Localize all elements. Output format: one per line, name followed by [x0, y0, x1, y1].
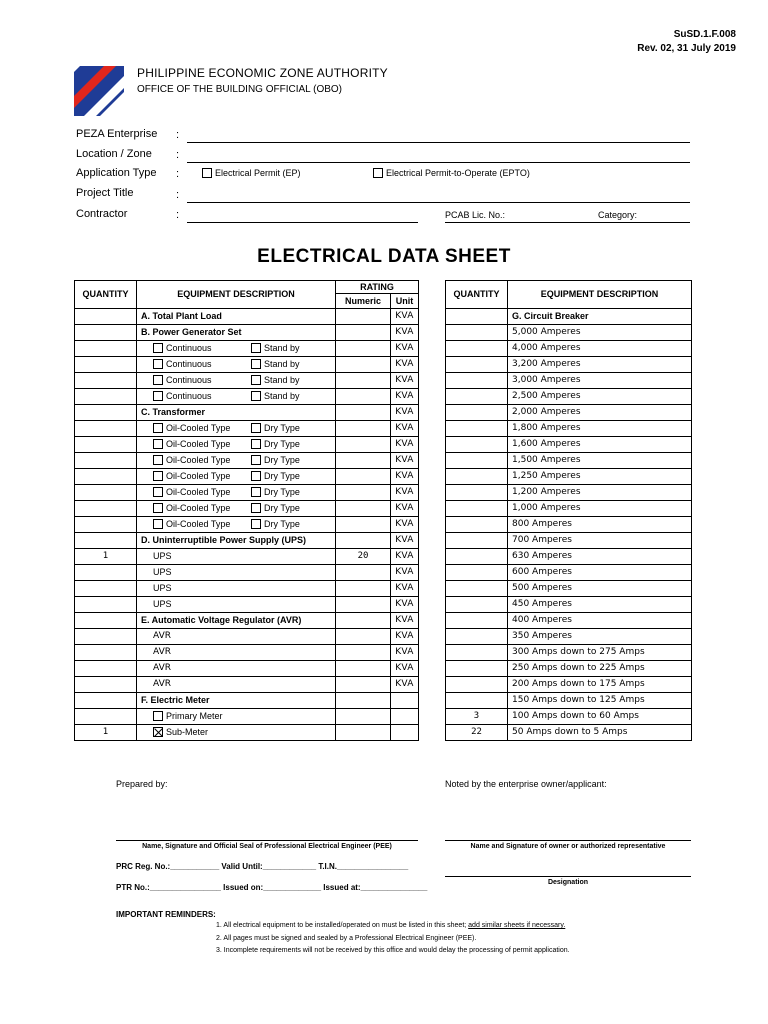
breaker-rating: 3,000 Amperes — [508, 373, 692, 389]
unit-cell: KVA — [391, 565, 419, 581]
table-row — [446, 581, 692, 597]
qty-cell[interactable] — [75, 581, 137, 597]
breaker-rating: 630 Amperes — [508, 549, 692, 565]
table-row — [446, 405, 692, 421]
breaker-rating: 200 Amps down to 175 Amps — [508, 677, 692, 693]
qty-cell[interactable] — [75, 325, 137, 341]
qty-cell[interactable] — [75, 645, 137, 661]
table-row — [446, 597, 692, 613]
table-row — [75, 661, 419, 677]
epto-checkbox[interactable] — [373, 168, 383, 178]
table-row — [75, 597, 419, 613]
numeric-cell[interactable] — [336, 389, 391, 405]
pee-caption: Name, Signature and Official Seal of Professional Electrical Engineer (PEE) — [142, 843, 392, 850]
table-row — [75, 485, 419, 501]
numeric-cell[interactable] — [336, 645, 391, 661]
breaker-qty-cell[interactable] — [446, 389, 508, 405]
breaker-rating: 50 Amps down to 5 Amps — [508, 725, 692, 741]
unit-cell: KVA — [391, 453, 419, 469]
dry-type-checkbox[interactable] — [251, 519, 261, 529]
sub-meter-checkbox[interactable] — [153, 727, 163, 737]
table-row — [446, 517, 692, 533]
qty-cell[interactable] — [75, 565, 137, 581]
breaker-rating: 1,500 Amperes — [508, 453, 692, 469]
generator-options: Continuous Stand by — [137, 357, 336, 373]
breaker-rating: 250 Amps down to 225 Amps — [508, 661, 692, 677]
numeric-cell[interactable] — [336, 565, 391, 581]
table-row — [75, 437, 419, 453]
generator-options: Continuous Stand by — [137, 373, 336, 389]
breaker-qty-cell[interactable]: 22 — [446, 725, 508, 741]
continuous-checkbox[interactable] — [153, 359, 163, 369]
transformer-options: Oil-Cooled Type Dry Type — [137, 437, 336, 453]
breaker-qty-cell[interactable] — [446, 693, 508, 709]
table-row — [446, 501, 692, 517]
qty-cell[interactable] — [75, 357, 137, 373]
breaker-qty-cell[interactable] — [446, 437, 508, 453]
rating-header: RATING — [336, 281, 419, 294]
numeric-cell[interactable] — [336, 485, 391, 501]
reminder-1-emphasis: add similar sheets if necessary. — [468, 922, 566, 929]
numeric-cell[interactable] — [336, 469, 391, 485]
standby-checkbox[interactable] — [251, 343, 261, 353]
unit-cell: KVA — [391, 373, 419, 389]
ups-item: UPS — [137, 581, 336, 597]
table-row — [75, 709, 419, 725]
unit-cell: KVA — [391, 645, 419, 661]
section-g-label: G. Circuit Breaker — [508, 309, 692, 325]
table-row — [446, 437, 692, 453]
colon: : — [176, 168, 180, 180]
breaker-rating: 150 Amps down to 125 Amps — [508, 693, 692, 709]
equipment-table — [74, 280, 419, 741]
avr-item: AVR — [137, 677, 336, 693]
table-row — [446, 533, 692, 549]
transformer-options: Oil-Cooled Type Dry Type — [137, 453, 336, 469]
breaker-rating: 500 Amperes — [508, 581, 692, 597]
table-row — [75, 613, 419, 629]
table-row — [446, 389, 692, 405]
location-field[interactable] — [187, 162, 690, 163]
table-row — [75, 725, 419, 741]
avr-item: AVR — [137, 645, 336, 661]
dry-type-checkbox[interactable] — [251, 471, 261, 481]
designation-line[interactable] — [445, 876, 691, 877]
unit-cell — [391, 725, 419, 741]
oil-cooled-checkbox[interactable] — [153, 471, 163, 481]
dry-type-checkbox[interactable] — [251, 503, 261, 513]
dry-type-checkbox[interactable] — [251, 487, 261, 497]
breaker-rating: 400 Amperes — [508, 613, 692, 629]
table-row — [75, 517, 419, 533]
document-id — [637, 28, 736, 56]
table-row — [75, 421, 419, 437]
qty-cell[interactable] — [75, 501, 137, 517]
table-row — [446, 357, 692, 373]
continuous-checkbox[interactable] — [153, 375, 163, 385]
table-row — [446, 677, 692, 693]
breaker-rating: 2,000 Amperes — [508, 405, 692, 421]
breaker-qty-cell[interactable] — [446, 565, 508, 581]
table-row — [75, 469, 419, 485]
standby-checkbox[interactable] — [251, 359, 261, 369]
contractor-field[interactable] — [187, 222, 418, 223]
transformer-options: Oil-Cooled Type Dry Type — [137, 485, 336, 501]
ups-item: UPS — [137, 549, 336, 565]
enterprise-field[interactable] — [187, 142, 690, 143]
breaker-qty-cell[interactable] — [446, 629, 508, 645]
qty-cell[interactable] — [75, 373, 137, 389]
table-row — [75, 357, 419, 373]
desc-header: EQUIPMENT DESCRIPTION — [137, 281, 336, 309]
breaker-qty-cell[interactable] — [446, 661, 508, 677]
breaker-rating: 3,200 Amperes — [508, 357, 692, 373]
table-row — [75, 565, 419, 581]
qty-cell[interactable] — [75, 421, 137, 437]
table-row — [75, 693, 419, 709]
breaker-qty-cell[interactable] — [446, 421, 508, 437]
breaker-qty-cell[interactable] — [446, 581, 508, 597]
unit-cell: KVA — [391, 677, 419, 693]
breaker-rating: 1,000 Amperes — [508, 501, 692, 517]
breaker-qty-cell[interactable] — [446, 645, 508, 661]
table-row — [446, 485, 692, 501]
unit-cell: KVA — [391, 485, 419, 501]
unit-cell: KVA — [391, 501, 419, 517]
prc-line[interactable]: PRC Reg. No.:___________ Valid Until:____________ T.I.N.________________ — [116, 862, 409, 871]
breaker-qty-cell[interactable] — [446, 613, 508, 629]
breaker-rating: 700 Amperes — [508, 533, 692, 549]
ups-item: UPS — [137, 565, 336, 581]
table-row — [75, 373, 419, 389]
breaker-rating: 600 Amperes — [508, 565, 692, 581]
table-row — [75, 453, 419, 469]
breaker-qty-cell[interactable] — [446, 517, 508, 533]
reminders-title: IMPORTANT REMINDERS: — [116, 910, 216, 919]
breaker-rating: 450 Amperes — [508, 597, 692, 613]
breaker-qty-cell[interactable] — [446, 485, 508, 501]
table-row — [446, 645, 692, 661]
sheet-title: ELECTRICAL DATA SHEET — [257, 246, 511, 267]
reminder-3: 3. Incomplete requirements will not be received by this office and would delay the processing of permit application. — [216, 947, 570, 954]
project-title-label: Project Title — [76, 187, 134, 199]
transformer-options: Oil-Cooled Type Dry Type — [137, 421, 336, 437]
unit-cell: KVA — [391, 389, 419, 405]
unit-cell: KVA — [391, 517, 419, 533]
unit-cell — [391, 709, 419, 725]
unit-cell: KVA — [391, 533, 419, 549]
peza-logo — [74, 66, 124, 116]
standby-checkbox[interactable] — [251, 391, 261, 401]
breaker-rating: 1,600 Amperes — [508, 437, 692, 453]
numeric-header: Numeric — [336, 294, 391, 309]
qty-cell[interactable]: 1 — [75, 549, 137, 565]
section-c-label: C. Transformer — [137, 405, 336, 421]
table-row — [446, 453, 692, 469]
unit-cell: KVA — [391, 629, 419, 645]
designation-caption: Designation — [547, 879, 589, 886]
unit-cell: KVA — [391, 421, 419, 437]
unit-cell: KVA — [391, 549, 419, 565]
oil-cooled-checkbox[interactable] — [153, 423, 163, 433]
numeric-cell[interactable] — [336, 341, 391, 357]
qty-cell[interactable] — [75, 341, 137, 357]
table-row — [75, 405, 419, 421]
sub-meter-option: Sub-Meter — [137, 725, 336, 741]
breaker-rating: 1,250 Amperes — [508, 469, 692, 485]
transformer-options: Oil-Cooled Type Dry Type — [137, 469, 336, 485]
numeric-cell[interactable] — [336, 709, 391, 725]
table-row — [75, 581, 419, 597]
revision: Rev. 02, 31 July 2019 — [637, 43, 736, 54]
qty-cell[interactable] — [75, 597, 137, 613]
qty-cell[interactable] — [75, 437, 137, 453]
breaker-qty-cell[interactable] — [446, 453, 508, 469]
table-row — [75, 389, 419, 405]
category-label: Category: — [598, 210, 638, 220]
numeric-cell[interactable]: 20 — [336, 549, 391, 565]
qty-cell[interactable] — [75, 693, 137, 709]
ep-option[interactable]: Electrical Permit (EP) — [202, 168, 301, 179]
oil-cooled-checkbox[interactable] — [153, 455, 163, 465]
breaker-rating: 5,000 Amperes — [508, 325, 692, 341]
numeric-cell[interactable] — [336, 405, 391, 421]
numeric-cell[interactable] — [336, 533, 391, 549]
enterprise-label: PEZA Enterprise — [76, 128, 158, 140]
table-row — [75, 325, 419, 341]
unit-cell: KVA — [391, 309, 419, 325]
dry-type-checkbox[interactable] — [251, 455, 261, 465]
qty-cell[interactable] — [75, 309, 137, 325]
noted-by-label: Noted by the enterprise owner/applicant: — [445, 779, 607, 789]
unit-cell — [391, 693, 419, 709]
numeric-cell[interactable] — [336, 421, 391, 437]
unit-cell: KVA — [391, 597, 419, 613]
numeric-cell[interactable] — [336, 309, 391, 325]
unit-header: Unit — [391, 294, 419, 309]
colon: : — [176, 149, 180, 161]
ptr-line[interactable]: PTR No.:________________ Issued on:_____________ Issued at:_______________ — [116, 883, 428, 892]
table-row — [75, 645, 419, 661]
qty-cell[interactable] — [75, 629, 137, 645]
oil-cooled-checkbox[interactable] — [153, 439, 163, 449]
unit-cell: KVA — [391, 325, 419, 341]
breaker-qty-cell[interactable] — [446, 597, 508, 613]
table-row — [446, 325, 692, 341]
oil-cooled-checkbox[interactable] — [153, 519, 163, 529]
location-label: Location / Zone — [76, 148, 152, 160]
numeric-cell[interactable] — [336, 597, 391, 613]
numeric-cell[interactable] — [336, 693, 391, 709]
breaker-rating: 300 Amps down to 275 Amps — [508, 645, 692, 661]
breaker-rating: 2,500 Amperes — [508, 389, 692, 405]
qty-cell[interactable] — [75, 485, 137, 501]
unit-cell: KVA — [391, 405, 419, 421]
dry-type-checkbox[interactable] — [251, 423, 261, 433]
numeric-cell[interactable] — [336, 613, 391, 629]
qty-cell[interactable] — [75, 533, 137, 549]
breaker-qty-cell[interactable]: 3 — [446, 709, 508, 725]
qty-cell[interactable] — [75, 613, 137, 629]
breaker-qty-cell[interactable] — [446, 325, 508, 341]
numeric-cell[interactable] — [336, 501, 391, 517]
breaker-qty-cell[interactable] — [446, 357, 508, 373]
breaker-qty-cell[interactable] — [446, 501, 508, 517]
table-row — [446, 421, 692, 437]
ep-checkbox[interactable] — [202, 168, 212, 178]
section-f-label: F. Electric Meter — [137, 693, 336, 709]
breaker-qty-cell[interactable] — [446, 533, 508, 549]
breaker-rating: 1,200 Amperes — [508, 485, 692, 501]
avr-item: AVR — [137, 629, 336, 645]
qty-cell[interactable] — [446, 309, 508, 325]
section-d-label: D. Uninterruptible Power Supply (UPS) — [137, 533, 336, 549]
oil-cooled-checkbox[interactable] — [153, 503, 163, 513]
table-row — [446, 661, 692, 677]
qty-header: QUANTITY — [446, 281, 508, 309]
table-row — [446, 469, 692, 485]
qty-header: QUANTITY — [75, 281, 137, 309]
qty-cell[interactable] — [75, 677, 137, 693]
ups-item: UPS — [137, 597, 336, 613]
table-row — [446, 565, 692, 581]
colon: : — [176, 189, 180, 201]
transformer-options: Oil-Cooled Type Dry Type — [137, 517, 336, 533]
numeric-cell[interactable] — [336, 325, 391, 341]
reminder-1: 1. All electrical equipment to be installed/operated on must be listed in this sheet; add similar sheets if necessary. — [216, 922, 566, 929]
owner-caption: Name and Signature of owner or authorized representative — [470, 843, 666, 850]
unit-cell: KVA — [391, 613, 419, 629]
numeric-cell[interactable] — [336, 661, 391, 677]
standby-checkbox[interactable] — [251, 375, 261, 385]
oil-cooled-checkbox[interactable] — [153, 487, 163, 497]
form-code: SuSD.1.F.008 — [673, 29, 736, 40]
avr-item: AVR — [137, 661, 336, 677]
numeric-cell[interactable] — [336, 629, 391, 645]
circuit-breaker-table — [445, 280, 692, 741]
breaker-qty-cell[interactable] — [446, 373, 508, 389]
primary-meter-option: Primary Meter — [137, 709, 336, 725]
unit-cell: KVA — [391, 581, 419, 597]
table-row — [446, 341, 692, 357]
owner-signature-line[interactable] — [445, 840, 691, 841]
numeric-cell[interactable] — [336, 677, 391, 693]
unit-cell: KVA — [391, 341, 419, 357]
numeric-cell[interactable] — [336, 357, 391, 373]
section-a-label: A. Total Plant Load — [137, 309, 336, 325]
unit-cell: KVA — [391, 437, 419, 453]
unit-cell: KVA — [391, 469, 419, 485]
table-row — [75, 549, 419, 565]
qty-cell[interactable] — [75, 709, 137, 725]
breaker-rating: 1,800 Amperes — [508, 421, 692, 437]
continuous-checkbox[interactable] — [153, 391, 163, 401]
office-name: OFFICE OF THE BUILDING OFFICIAL (OBO) — [137, 84, 343, 95]
numeric-cell[interactable] — [336, 725, 391, 741]
qty-cell[interactable] — [75, 405, 137, 421]
qty-cell[interactable] — [75, 661, 137, 677]
numeric-cell[interactable] — [336, 581, 391, 597]
numeric-cell[interactable] — [336, 517, 391, 533]
table-row — [75, 677, 419, 693]
table-row — [446, 629, 692, 645]
table-row — [75, 341, 419, 357]
generator-options: Continuous Stand by — [137, 341, 336, 357]
table-row — [446, 549, 692, 565]
continuous-checkbox[interactable] — [153, 343, 163, 353]
breaker-qty-cell[interactable] — [446, 549, 508, 565]
colon: : — [176, 209, 180, 221]
contractor-label: Contractor — [76, 208, 128, 220]
unit-cell: KVA — [391, 661, 419, 677]
reminder-2: 2. All pages must be signed and sealed by a Professional Electrical Engineer (PEE). — [216, 935, 477, 942]
numeric-cell[interactable] — [336, 373, 391, 389]
breaker-rating: 4,000 Amperes — [508, 341, 692, 357]
epto-option[interactable]: Electrical Permit-to-Operate (EPTO) — [373, 168, 530, 179]
table-row — [446, 373, 692, 389]
qty-cell[interactable] — [75, 453, 137, 469]
breaker-qty-cell[interactable] — [446, 677, 508, 693]
table-row — [75, 533, 419, 549]
table-row — [75, 629, 419, 645]
colon: : — [176, 129, 180, 141]
application-type-label: Application Type — [76, 167, 157, 179]
breaker-rating: 350 Amperes — [508, 629, 692, 645]
table-row — [446, 709, 692, 725]
table-row — [446, 725, 692, 741]
qty-cell[interactable] — [75, 389, 137, 405]
primary-meter-checkbox[interactable] — [153, 711, 163, 721]
numeric-cell[interactable] — [336, 453, 391, 469]
section-b-label: B. Power Generator Set — [137, 325, 336, 341]
table-row — [75, 501, 419, 517]
breaker-qty-cell[interactable] — [446, 469, 508, 485]
dry-type-checkbox[interactable] — [251, 439, 261, 449]
qty-cell[interactable] — [75, 469, 137, 485]
desc-header: EQUIPMENT DESCRIPTION — [508, 281, 692, 309]
numeric-cell[interactable] — [336, 437, 391, 453]
pcab-category-field[interactable] — [445, 222, 690, 223]
breaker-qty-cell[interactable] — [446, 341, 508, 357]
table-row — [446, 613, 692, 629]
generator-options: Continuous Stand by — [137, 389, 336, 405]
prepared-by-label: Prepared by: — [116, 779, 168, 789]
breaker-qty-cell[interactable] — [446, 405, 508, 421]
breaker-rating: 100 Amps down to 60 Amps — [508, 709, 692, 725]
transformer-options: Oil-Cooled Type Dry Type — [137, 501, 336, 517]
section-e-label: E. Automatic Voltage Regulator (AVR) — [137, 613, 336, 629]
table-row — [446, 693, 692, 709]
org-name: PHILIPPINE ECONOMIC ZONE AUTHORITY — [137, 66, 388, 80]
qty-cell[interactable]: 1 — [75, 725, 137, 741]
project-title-field[interactable] — [187, 202, 690, 203]
unit-cell: KVA — [391, 357, 419, 373]
qty-cell[interactable] — [75, 517, 137, 533]
pee-signature-line[interactable] — [116, 840, 418, 841]
table-row — [75, 309, 419, 325]
breaker-rating: 800 Amperes — [508, 517, 692, 533]
pcab-label: PCAB Lic. No.: — [445, 210, 506, 220]
